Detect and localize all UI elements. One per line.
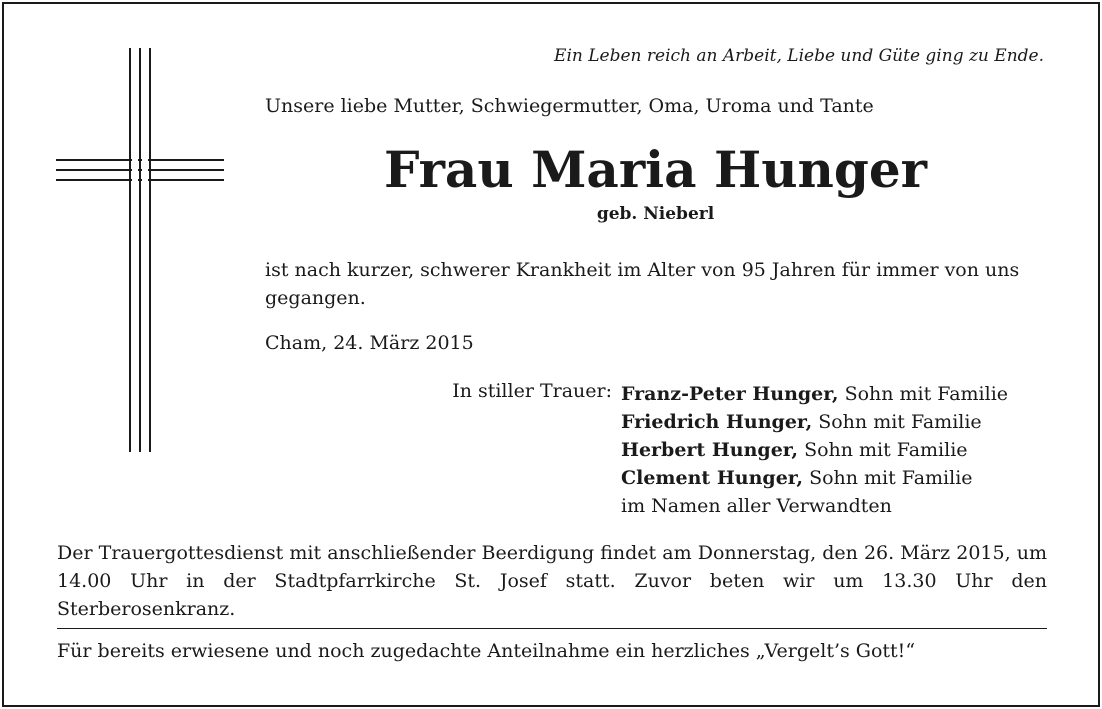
mourner-name: Clement Hunger, [621, 467, 804, 489]
intro-text: Unsere liebe Mutter, Schwiegermutter, Oma, Uroma und Tante [265, 95, 874, 117]
mourner-item [621, 492, 1008, 520]
motto: Ein Leben reich an Arbeit, Liebe und Güte ging zu Ende. [554, 46, 1044, 66]
mourners-list [621, 380, 1008, 520]
mourner-item [621, 436, 1008, 464]
mourner-item [621, 408, 1008, 436]
cross-icon [56, 48, 224, 456]
mourner-name: Friedrich Hunger, [621, 411, 813, 433]
mourner-relation: im Namen aller Verwandten [621, 495, 892, 517]
mourner-relation: Sohn mit Familie [838, 383, 1009, 405]
thanks-text: Für bereits erwiesene und noch zugedachte Anteilnahme ein herzliches „Vergelt’s Gott!“ [57, 640, 916, 662]
mourner-name: Herbert Hunger, [621, 439, 799, 461]
service-info: Der Trauergottesdienst mit anschließender Beerdigung findet am Donnerstag, den 26. März 2015, um 14.00 Uhr in der Stadtpfarrkirche St. Josef statt. Zuvor beten wir um 13.30 Uhr den Sterberosenkranz. [57, 542, 1047, 620]
mourning-label: In stiller Trauer: [452, 380, 612, 402]
birth-name: geb. Nieberl [596, 204, 715, 224]
deceased-name: Frau Maria Hunger [383, 140, 928, 199]
mourner-item [621, 380, 1008, 408]
mourner-item [621, 464, 1008, 492]
mourner-relation: Sohn mit Familie [798, 439, 968, 461]
announcement-text: ist nach kurzer, schwerer Krankheit im Alter von 95 Jahren für immer von uns gegangen. [265, 259, 1020, 309]
place-date: Cham, 24. März 2015 [265, 332, 474, 354]
mourner-relation: Sohn mit Familie [803, 467, 973, 489]
mourner-name: Franz-Peter Hunger, [621, 383, 839, 405]
mourner-relation: Sohn mit Familie [812, 411, 982, 433]
divider [57, 628, 1047, 629]
